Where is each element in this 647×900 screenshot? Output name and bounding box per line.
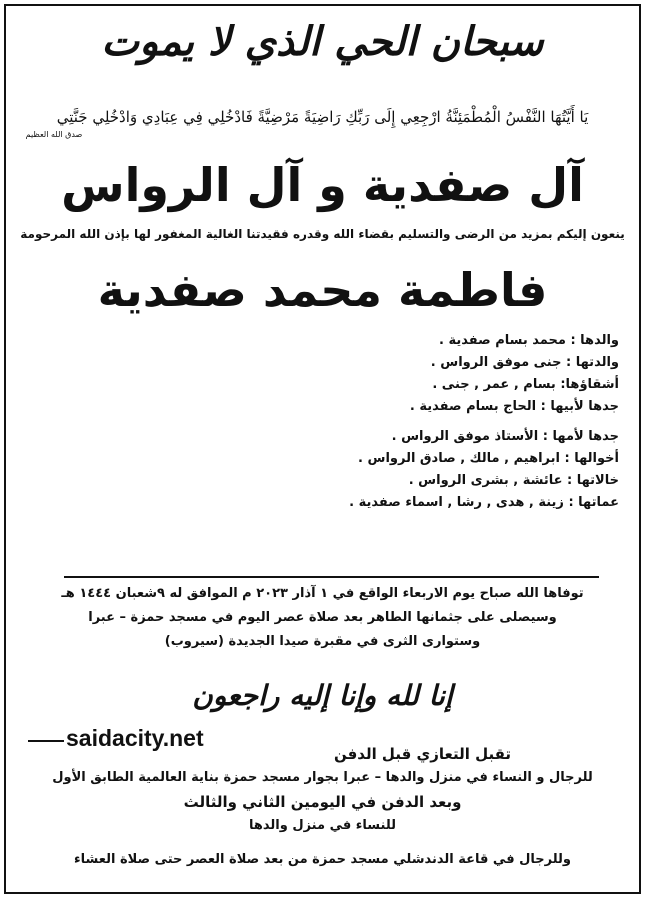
condolences-section: [16, 742, 629, 872]
quran-verse: يَا أَيَّتُهَا النَّفْسُ الْمُطْمَئِنَّةُ ارْجِعِي إِلَى رَبِّكِ رَاضِيَةً مَرْضِيَّةً فَادْخُلِي فِي عِبَادِي وَادْخُلِي جَنَّتِي: [56, 108, 589, 126]
watermark-logo: saidacity.net: [66, 725, 204, 751]
relative-paternal-aunts: عماتها : زينة , هدى , رشا , اسماء صفدية .: [349, 495, 619, 510]
intro-text: ينعون إليكم بمزيد من الرضى والتسليم بقضاء الله وقدره فقيدتنا الغالية المغفور لها بإذن الله المرحومة: [20, 227, 625, 241]
obituary-notice: [4, 4, 641, 894]
funeral-prayer: وسيصلى على جثمانها الطاهر بعد صلاة عصر اليوم في مسجد حمزة – عبرا: [88, 610, 557, 625]
death-date: توفاها الله صباح يوم الاربعاء الواقع في ١ آذار ٢٠٢٣ م الموافق له ٩شعبان ١٤٤٤ هـ: [61, 586, 584, 601]
relative-siblings: أشقاؤها: بسام , عمر , جنى .: [432, 377, 619, 392]
header-calligraphy: سبحان الحي الذي لا يموت: [101, 18, 544, 65]
burial-place: وستوارى الثرى في مقبرة صيدا الجديدة (سيروب): [164, 634, 481, 649]
relative-maternal-uncles: أخوالها : ابراهيم , مالك , صادق الرواس .: [358, 451, 619, 466]
relative-mother: والدتها : جنى موفق الرواس .: [430, 355, 619, 370]
istirja-calligraphy: إنا لله وإنا إليه راجعون: [192, 679, 453, 712]
condolences-men-place: وللرجال في قاعة الدندشلي مسجد حمزة من بعد صلاة العصر حتى صلاة العشاء: [73, 852, 572, 867]
sadaq-allah-text: صدق الله العظيم: [25, 130, 83, 139]
condolences-heading-before: تقبل التعازي قبل الدفن: [333, 745, 512, 763]
condolences-heading-after: وبعد الدفن في اليومين الثاني والثالث: [183, 793, 462, 811]
death-details: [26, 582, 619, 654]
deceased-name: فاطمة محمد صفدية: [97, 263, 548, 317]
condolences-before-place: للرجال و النساء في منزل والدها – عبرا بجوار مسجد حمزة بناية العالمية الطابق الأول: [52, 770, 593, 785]
relative-maternal-aunts: خالاتها : عائشة , بشرى الرواس .: [408, 473, 619, 488]
relative-paternal-grandfather: جدها لأبيها : الحاج بسام صفدية .: [409, 399, 619, 414]
relatives-list: [179, 330, 619, 514]
families-title: آل صفدية و آل الرواس: [61, 158, 584, 212]
condolences-women-place: للنساء في منزل والدها: [248, 818, 397, 833]
relative-maternal-grandfather: جدها لأمها : الأستاذ موفق الرواس .: [391, 429, 619, 444]
relative-father: والدها : محمد بسام صفدية .: [439, 333, 619, 348]
divider: [64, 576, 599, 578]
